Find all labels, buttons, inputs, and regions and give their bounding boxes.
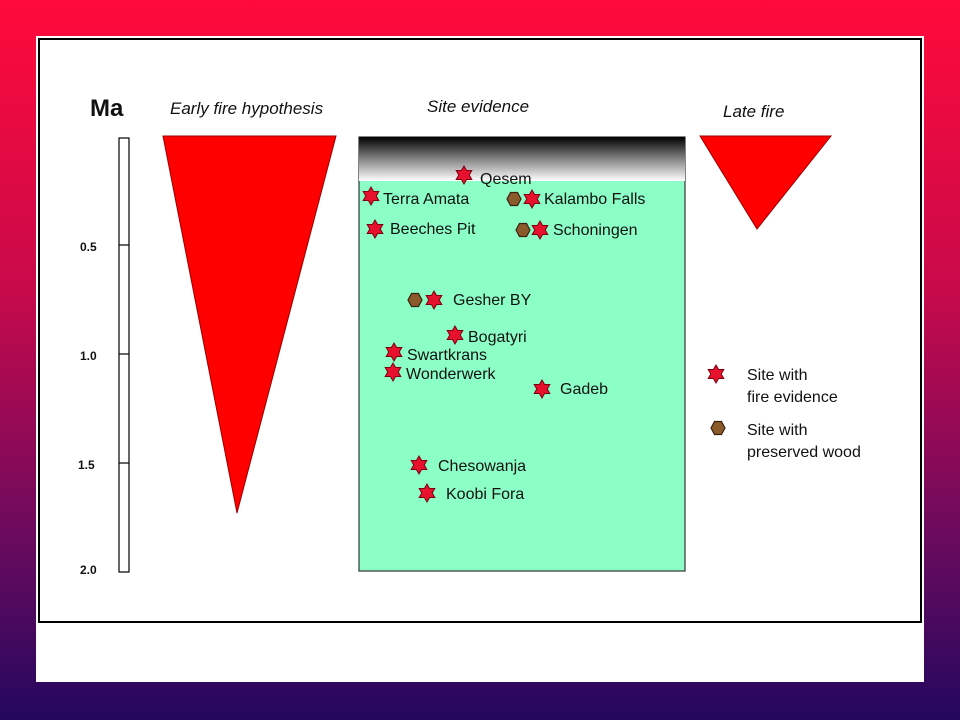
site-label: Beeches Pit xyxy=(390,221,476,238)
legend-star-icon xyxy=(708,365,724,383)
scale-tick-label: 2.0 xyxy=(80,563,97,577)
site-label: Kalambo Falls xyxy=(544,191,646,208)
ma-unit-label: Ma xyxy=(90,95,124,122)
early-fire-heading: Early fire hypothesis xyxy=(170,99,324,118)
legend xyxy=(708,365,861,461)
site-label: Terra Amata xyxy=(383,191,470,208)
site-label: Bogatyri xyxy=(468,329,527,346)
site-label: Koobi Fora xyxy=(446,486,525,503)
site-evidence-heading: Site evidence xyxy=(427,97,530,116)
legend-fire-label: Site with xyxy=(747,367,808,384)
scale-tick-label: 0.5 xyxy=(80,240,97,254)
late-fire-triangle xyxy=(700,136,831,229)
time-scale-bar xyxy=(119,138,129,572)
late-fire-heading: Late fire xyxy=(723,102,785,121)
site-label: Qesem xyxy=(480,171,532,188)
site-label: Swartkrans xyxy=(407,347,488,364)
site-label: Chesowanja xyxy=(438,458,527,475)
scale-tick-label: 1.0 xyxy=(80,349,97,363)
wood-hexagon-icon xyxy=(408,294,422,307)
early-fire-triangle xyxy=(163,136,336,513)
legend-hexagon-icon xyxy=(711,422,725,435)
site-label: Gesher BY xyxy=(453,292,532,309)
legend-wood-label: Site with xyxy=(747,422,808,439)
legend-wood-label: preserved wood xyxy=(747,444,861,461)
site-label: Gadeb xyxy=(560,381,609,398)
scale-tick-label: 1.5 xyxy=(78,458,95,472)
wood-hexagon-icon xyxy=(507,193,521,206)
wood-hexagon-icon xyxy=(516,224,530,237)
site-label: Schoningen xyxy=(553,222,638,239)
site-label: Wonderwerk xyxy=(406,366,496,383)
legend-fire-label: fire evidence xyxy=(747,389,838,406)
